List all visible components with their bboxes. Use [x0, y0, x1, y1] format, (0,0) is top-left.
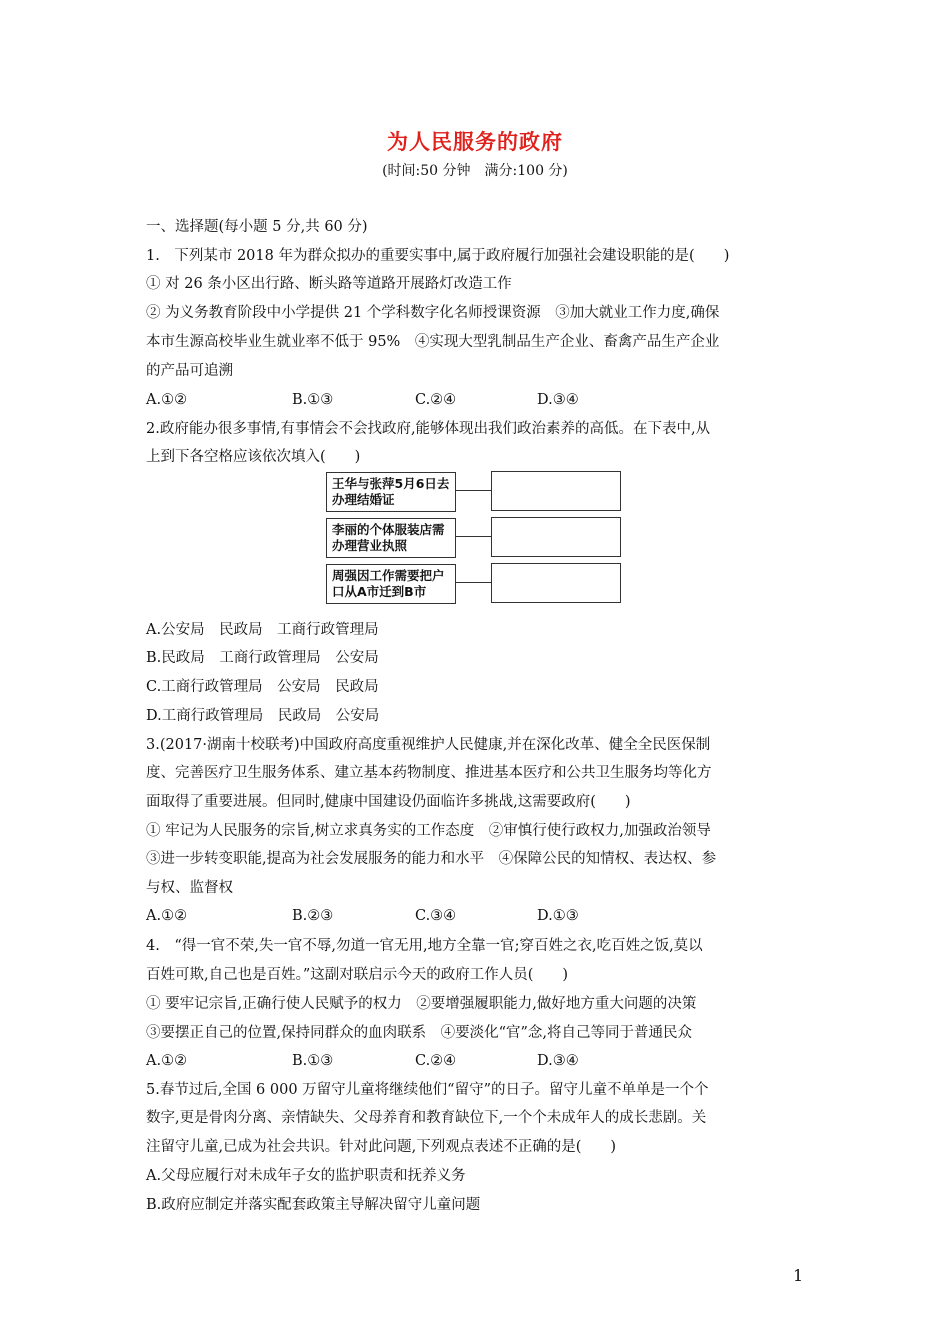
q5-line: 数字,更是骨肉分离、亲情缺失、父母养育和教育缺位下,一个个未成年人的成长悲剧。关 — [146, 1110, 707, 1126]
q1-line: 1. 下列某市 2018 年为群众拟办的重要实事中,属于政府履行加强社会建设职能的是( ) — [146, 248, 730, 264]
q3-line: 面取得了重要进展。但同时,健康中国建设仍面临许多挑战,这需要政府( ) — [146, 794, 631, 810]
q1-line: 本市生源高校毕业生就业率不低于 95% ④实现大型乳制品生产企业、畜禽产品生产企业 — [146, 334, 720, 350]
q5-option-a: A.父母应履行对未成年子女的监护职责和抚养义务 — [146, 1168, 466, 1184]
q4-option-b: B.①③ — [292, 1053, 334, 1069]
blank-cell-1 — [491, 471, 621, 511]
q1-line: ② 为义务教育阶段中小学提供 21 个学科数字化名师授课资源 ③加大就业工作力度,确保 — [146, 305, 720, 321]
q2-option-d: D.工商行政管理局 民政局 公安局 — [146, 708, 380, 724]
connector-line — [456, 582, 491, 583]
q1-line: 的产品可追溯 — [146, 363, 233, 379]
q2-line: 上到下各空格应该依次填入( ) — [146, 449, 361, 465]
q4-option-c: C.②④ — [415, 1053, 457, 1069]
blank-cell-3 — [491, 563, 621, 603]
q3-line: ③进一步转变职能,提高为社会发展服务的能力和水平 ④保障公民的知情权、表达权、参 — [146, 851, 717, 867]
page-title: 为人民服务的政府 — [387, 129, 563, 154]
connector-line — [456, 490, 491, 491]
q2-option-b: B.民政局 工商行政管理局 公安局 — [146, 650, 379, 666]
q4-option-d: D.③④ — [537, 1053, 579, 1069]
q3-line: 与权、监督权 — [146, 880, 233, 896]
q4-line: ③要摆正自己的位置,保持同群众的血肉联系 ④要淡化“官”念,将自己等同于普通民众 — [146, 1025, 693, 1041]
q2-option-c: C.工商行政管理局 公安局 民政局 — [146, 679, 379, 695]
q3-line: ① 牢记为人民服务的宗旨,树立求真务实的工作态度 ②审慎行使行政权力,加强政治领导 — [146, 823, 711, 839]
q3-line: 3.(2017·湖南十校联考)中国政府高度重视维护人民健康,并在深化改革、健全全民医保制 — [146, 737, 711, 753]
blank-cell-2 — [491, 517, 621, 557]
q3-option-a: A.①② — [146, 908, 188, 924]
q4-line: 4. “得一官不荣,失一官不辱,勿道一官无用,地方全靠一官;穿百姓之衣,吃百姓之饭,莫以 — [146, 938, 703, 954]
exam-info: (时间:50 分钟 满分:100 分) — [382, 163, 568, 179]
q1-option-d: D.③④ — [537, 392, 579, 408]
q2-option-a: A.公安局 民政局 工商行政管理局 — [146, 622, 379, 638]
q5-line: 注留守儿童,已成为社会共识。针对此问题,下列观点表述不正确的是( ) — [146, 1139, 617, 1155]
table-cell-marriage: 王华与张萍5月6日去办理结婚证 — [326, 472, 456, 512]
q5-option-b: B.政府应制定并落实配套政策主导解决留守儿童问题 — [146, 1197, 481, 1213]
q1-option-b: B.①③ — [292, 392, 334, 408]
q1-option-c: C.②④ — [415, 392, 457, 408]
q3-option-c: C.③④ — [415, 908, 457, 924]
q2-line: 2.政府能办很多事情,有事情会不会找政府,能够体现出我们政治素养的高低。在下表中,从 — [146, 421, 711, 437]
q5-line: 5.春节过后,全国 6 000 万留守儿童将继续他们“留守”的日子。留守儿童不单单是一个个 — [146, 1082, 709, 1098]
page-number: 1 — [793, 1266, 804, 1285]
q4-option-a: A.①② — [146, 1053, 188, 1069]
q4-line: ① 要牢记宗旨,正确行使人民赋予的权力 ②要增强履职能力,做好地方重大问题的决策 — [146, 996, 697, 1012]
section-heading: 一、选择题(每小题 5 分,共 60 分) — [146, 219, 368, 235]
table-cell-license: 李丽的个体服装店需办理营业执照 — [326, 518, 456, 558]
table-cell-hukou: 周强因工作需要把户口从A市迁到B市 — [326, 564, 456, 604]
q4-line: 百姓可欺,自己也是百姓。”这副对联启示今天的政府工作人员( ) — [146, 967, 569, 983]
q1-line: ① 对 26 条小区出行路、断头路等道路开展路灯改造工作 — [146, 276, 512, 292]
q3-option-b: B.②③ — [292, 908, 334, 924]
q3-option-d: D.①③ — [537, 908, 579, 924]
connector-line — [456, 536, 491, 537]
q3-line: 度、完善医疗卫生服务体系、建立基本药物制度、推进基本医疗和公共卫生服务均等化方 — [146, 765, 712, 781]
q1-option-a: A.①② — [146, 392, 188, 408]
